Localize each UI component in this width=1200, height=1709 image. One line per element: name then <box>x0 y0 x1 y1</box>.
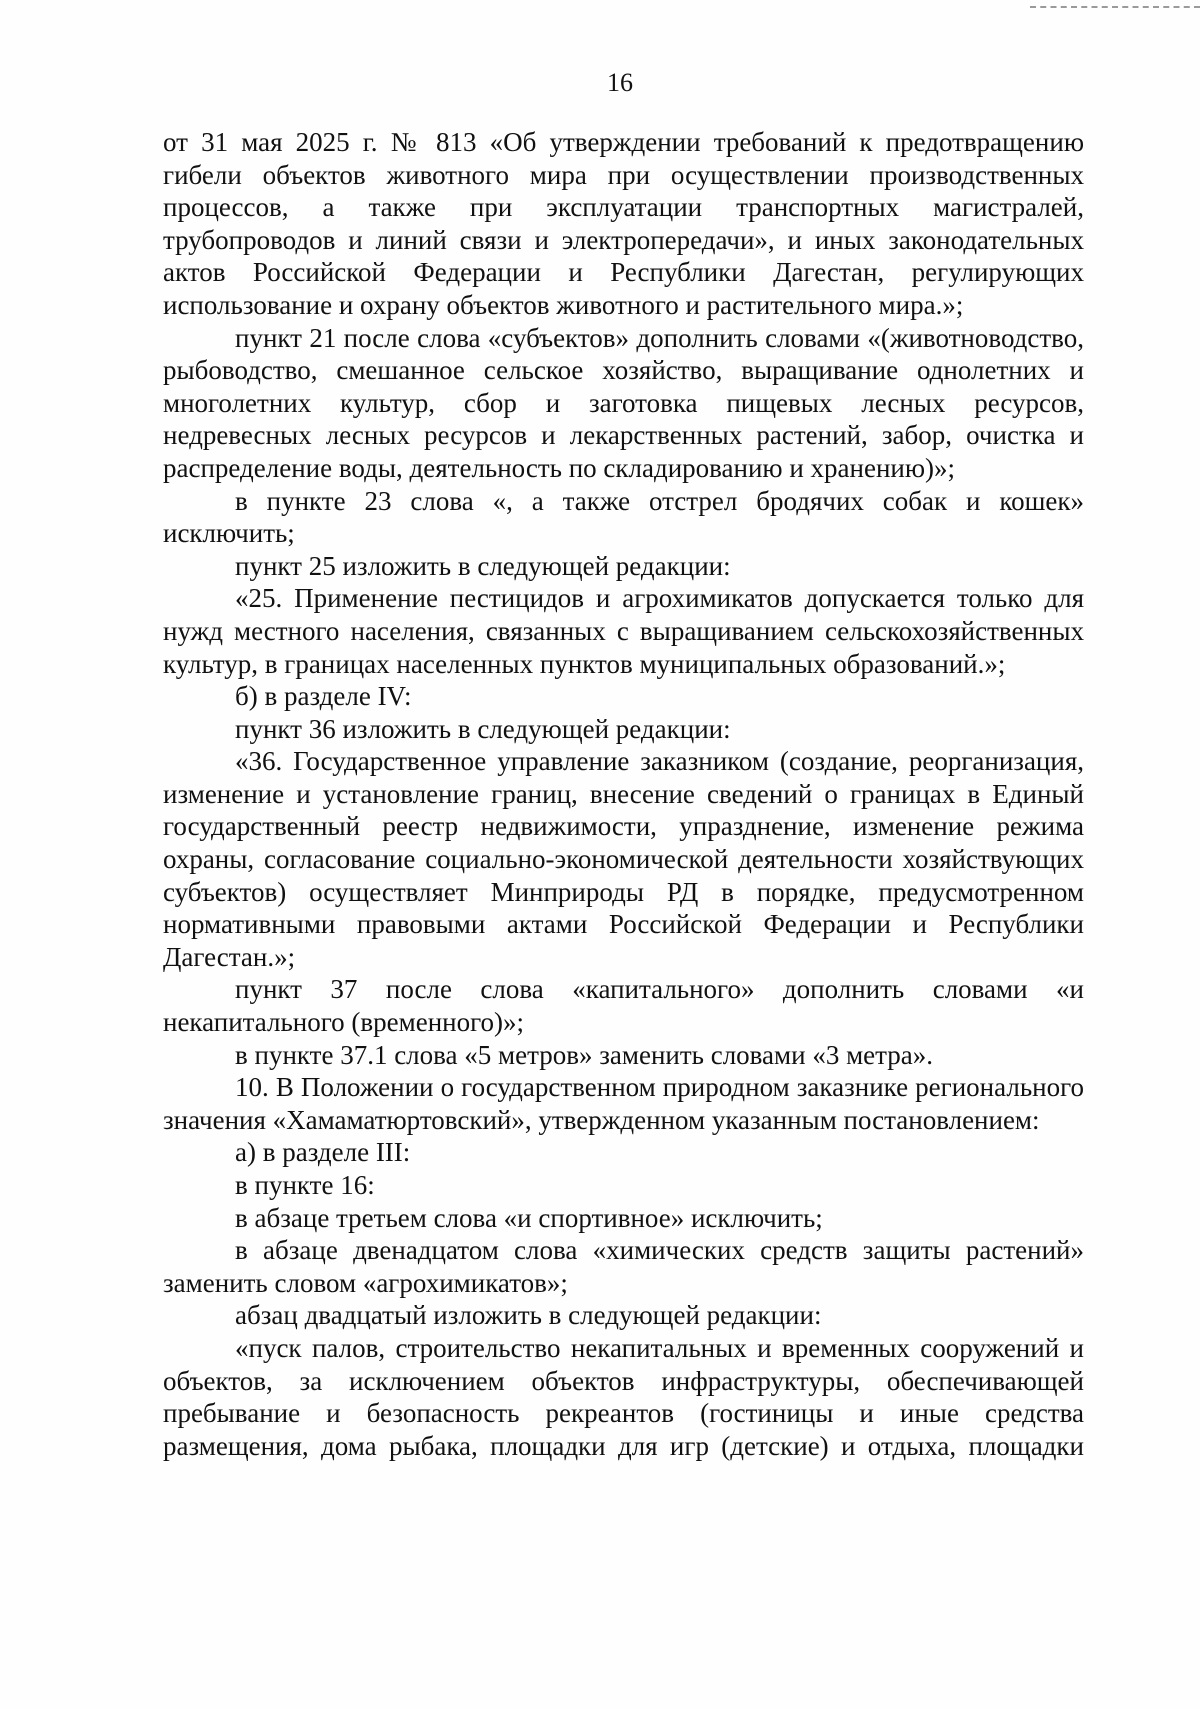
paragraph-5: «25. Применение пестицидов и агрохимикатов допускается только для нужд местного населения, связанных с выращиванием сельскохозяйственных культур, в границах населенных пунктов муниципальных образований.»; <box>163 583 1084 679</box>
paragraph-16: абзац двадцатый изложить в следующей редакции: <box>235 1300 822 1331</box>
page-number: 16 <box>607 68 633 97</box>
paragraph-3: в пункте 23 слова «, а также отстрел бродячих собак и кошек» исключить; <box>163 485 1084 549</box>
paragraph-12: а) в разделе III: <box>235 1137 411 1168</box>
paragraph-6: б) в разделе IV: <box>235 681 412 712</box>
paragraph-7: пункт 36 изложить в следующей редакции: <box>235 713 731 744</box>
paragraph-8: «36. Государственное управление заказником (создание, реорганизация, изменение и установление границ, внесение сведений о границах в Единый государственный реестр недвижимости, упразднение, изменение режима охраны, согласование социально-экономической деятельности хозяйствующих субъектов) осуществляет Минприроды РД в порядке, предусмотренном нормативными правовыми актами Российской Федерации и Республики Дагестан.»; <box>163 746 1084 972</box>
paragraph-9: пункт 37 после слова «капитального» дополнить словами «и некапитального (временного)»; <box>163 974 1084 1038</box>
document-body <box>163 126 1084 1462</box>
paragraph-14: в абзаце третьем слова «и спортивное» исключить; <box>235 1202 823 1233</box>
paragraph-13: в пункте 16: <box>235 1170 375 1200</box>
paragraph-4: пункт 25 изложить в следующей редакции: <box>235 550 731 581</box>
paragraph-1: от 31 мая 2025 г. № 813 «Об утверждении требований к предотвращению гибели объектов животного мира при осуществлении производственных процессов, а также при эксплуатации транспортных магистралей, трубопроводов и линий связи и электропередачи», и иных законодательных актов Российской Федерации и Республики Дагестан, регулирующих использование и охрану объектов животного и растительного мира.»; <box>163 127 1084 320</box>
paragraph-10: в пункте 37.1 слова «5 метров» заменить словами «3 метра». <box>235 1039 934 1070</box>
paragraph-15: в абзаце двенадцатом слова «химических средств защиты растений» заменить словом «агрохимикатов»; <box>163 1235 1084 1298</box>
paragraph-17: «пуск палов, строительство некапитальных и временных сооружений и объектов, за исключением объектов инфраструктуры, обеспечивающей пребывание и безопасность рекреантов (гостиницы и иные средства размещения, дома рыбака, площадки для игр (детские) и отдыха, площадки <box>163 1332 1084 1461</box>
scan-edge-mark <box>1030 6 1200 8</box>
paragraph-2: пункт 21 после слова «субъектов» дополнить словами «(животноводство, рыбоводство, смешанное сельское хозяйство, выращивание однолетних и многолетних культур, сбор и заготовка пищевых лесных ресурсов, недревесных лесных ресурсов и лекарственных растений, забор, очистка и распределение воды, деятельность по складированию и хранению)»; <box>163 322 1084 483</box>
paragraph-11: 10. В Положении о государственном природном заказнике регионального значения «Хамаматюртовский», утвержденном указанным постановлением: <box>163 1072 1084 1135</box>
